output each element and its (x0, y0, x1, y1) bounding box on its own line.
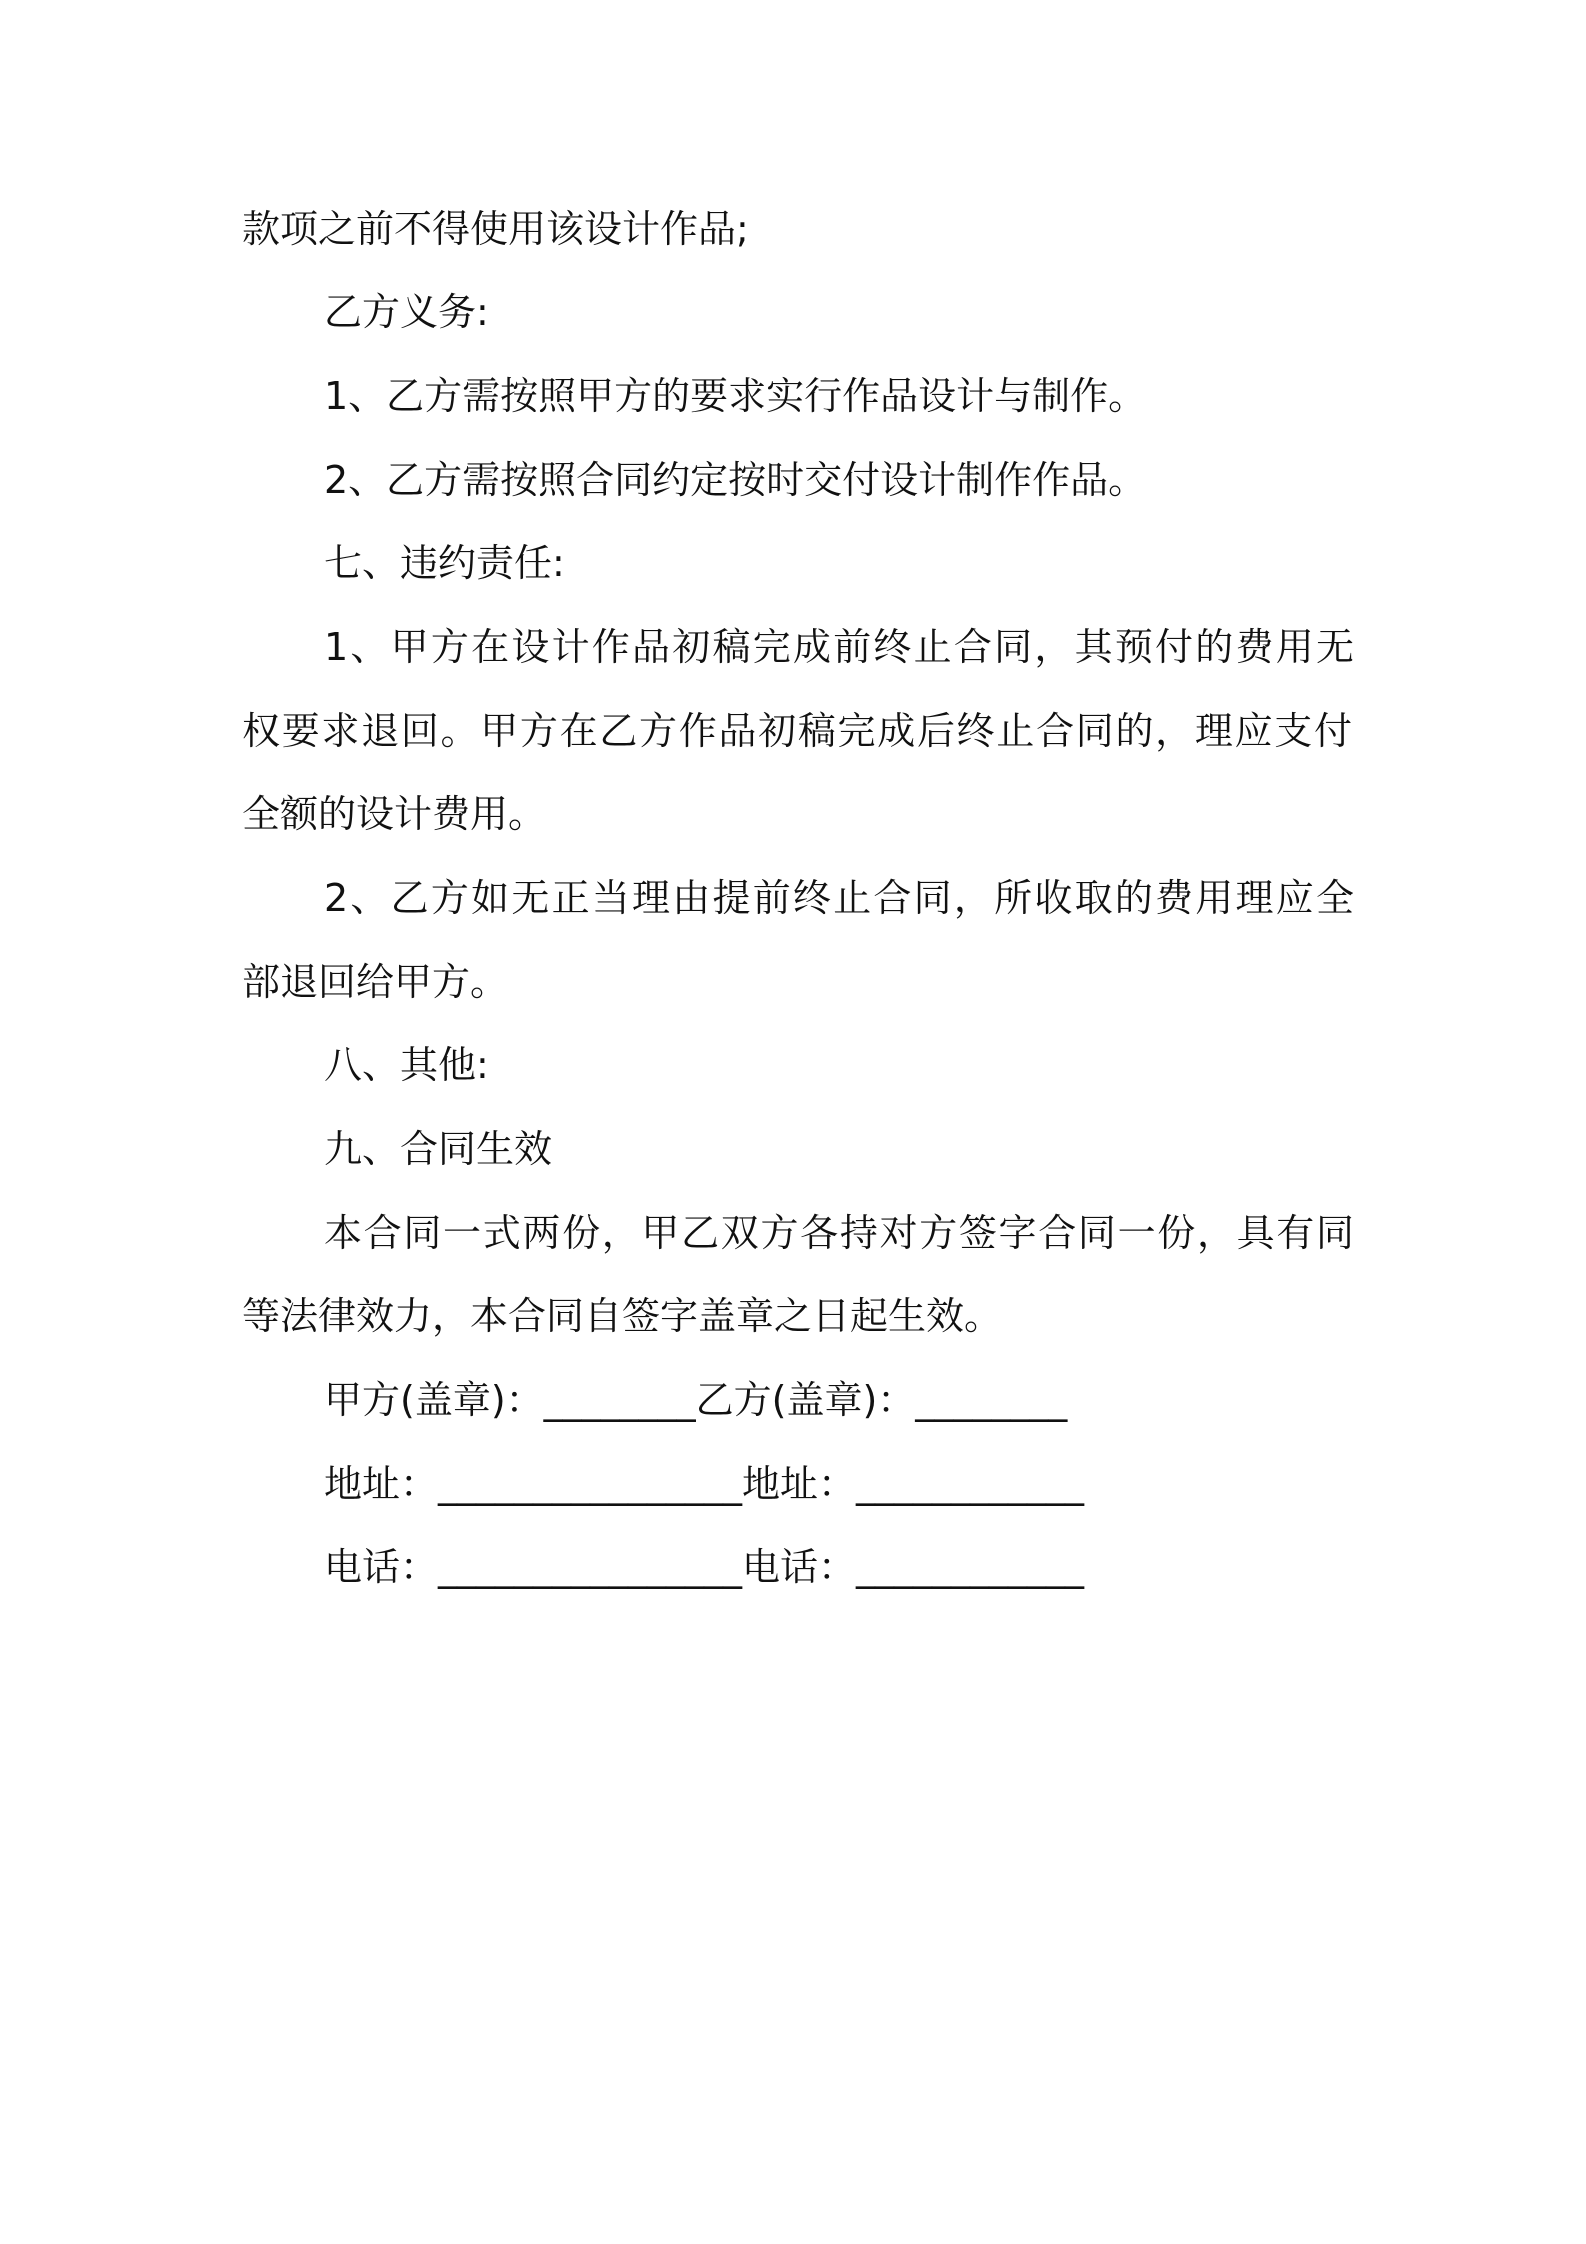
signature-row-address: 地址：________________地址：____________ (324, 1462, 1085, 1506)
section-heading-breach: 七、违约责任: (324, 541, 565, 585)
paragraph-line: 等法律效力，本合同自签字盖章之日起生效。 (242, 1294, 1003, 1338)
paragraph-line: 本合同一式两份，甲乙双方各持对方签字合同一份，具有同 (324, 1211, 1354, 1255)
signature-row-phone: 电话：________________电话：____________ (324, 1545, 1085, 1589)
list-item: 1、乙方需按照甲方的要求实行作品设计与制作。 (324, 374, 1147, 418)
paragraph-line: 部退回给甲方。 (242, 960, 509, 1004)
paragraph-line: 1、甲方在设计作品初稿完成前终止合同，其预付的费用无 (324, 625, 1354, 669)
section-heading-effective: 九、合同生效 (324, 1127, 553, 1171)
list-item: 2、乙方需按照合同约定按时交付设计制作作品。 (324, 458, 1147, 502)
signature-row-seal: 甲方(盖章)：________乙方(盖章)：________ (324, 1378, 1068, 1422)
section-heading-other: 八、其他: (324, 1043, 489, 1087)
section-heading-party-b-duties: 乙方义务: (324, 290, 489, 334)
paragraph-line: 权要求退回。甲方在乙方作品初稿完成后终止合同的，理应支付 (242, 709, 1352, 753)
paragraph-line: 款项之前不得使用该设计作品; (242, 207, 749, 251)
paragraph-line: 2、乙方如无正当理由提前终止合同，所收取的费用理应全 (324, 876, 1354, 920)
paragraph-line: 全额的设计费用。 (242, 792, 547, 836)
